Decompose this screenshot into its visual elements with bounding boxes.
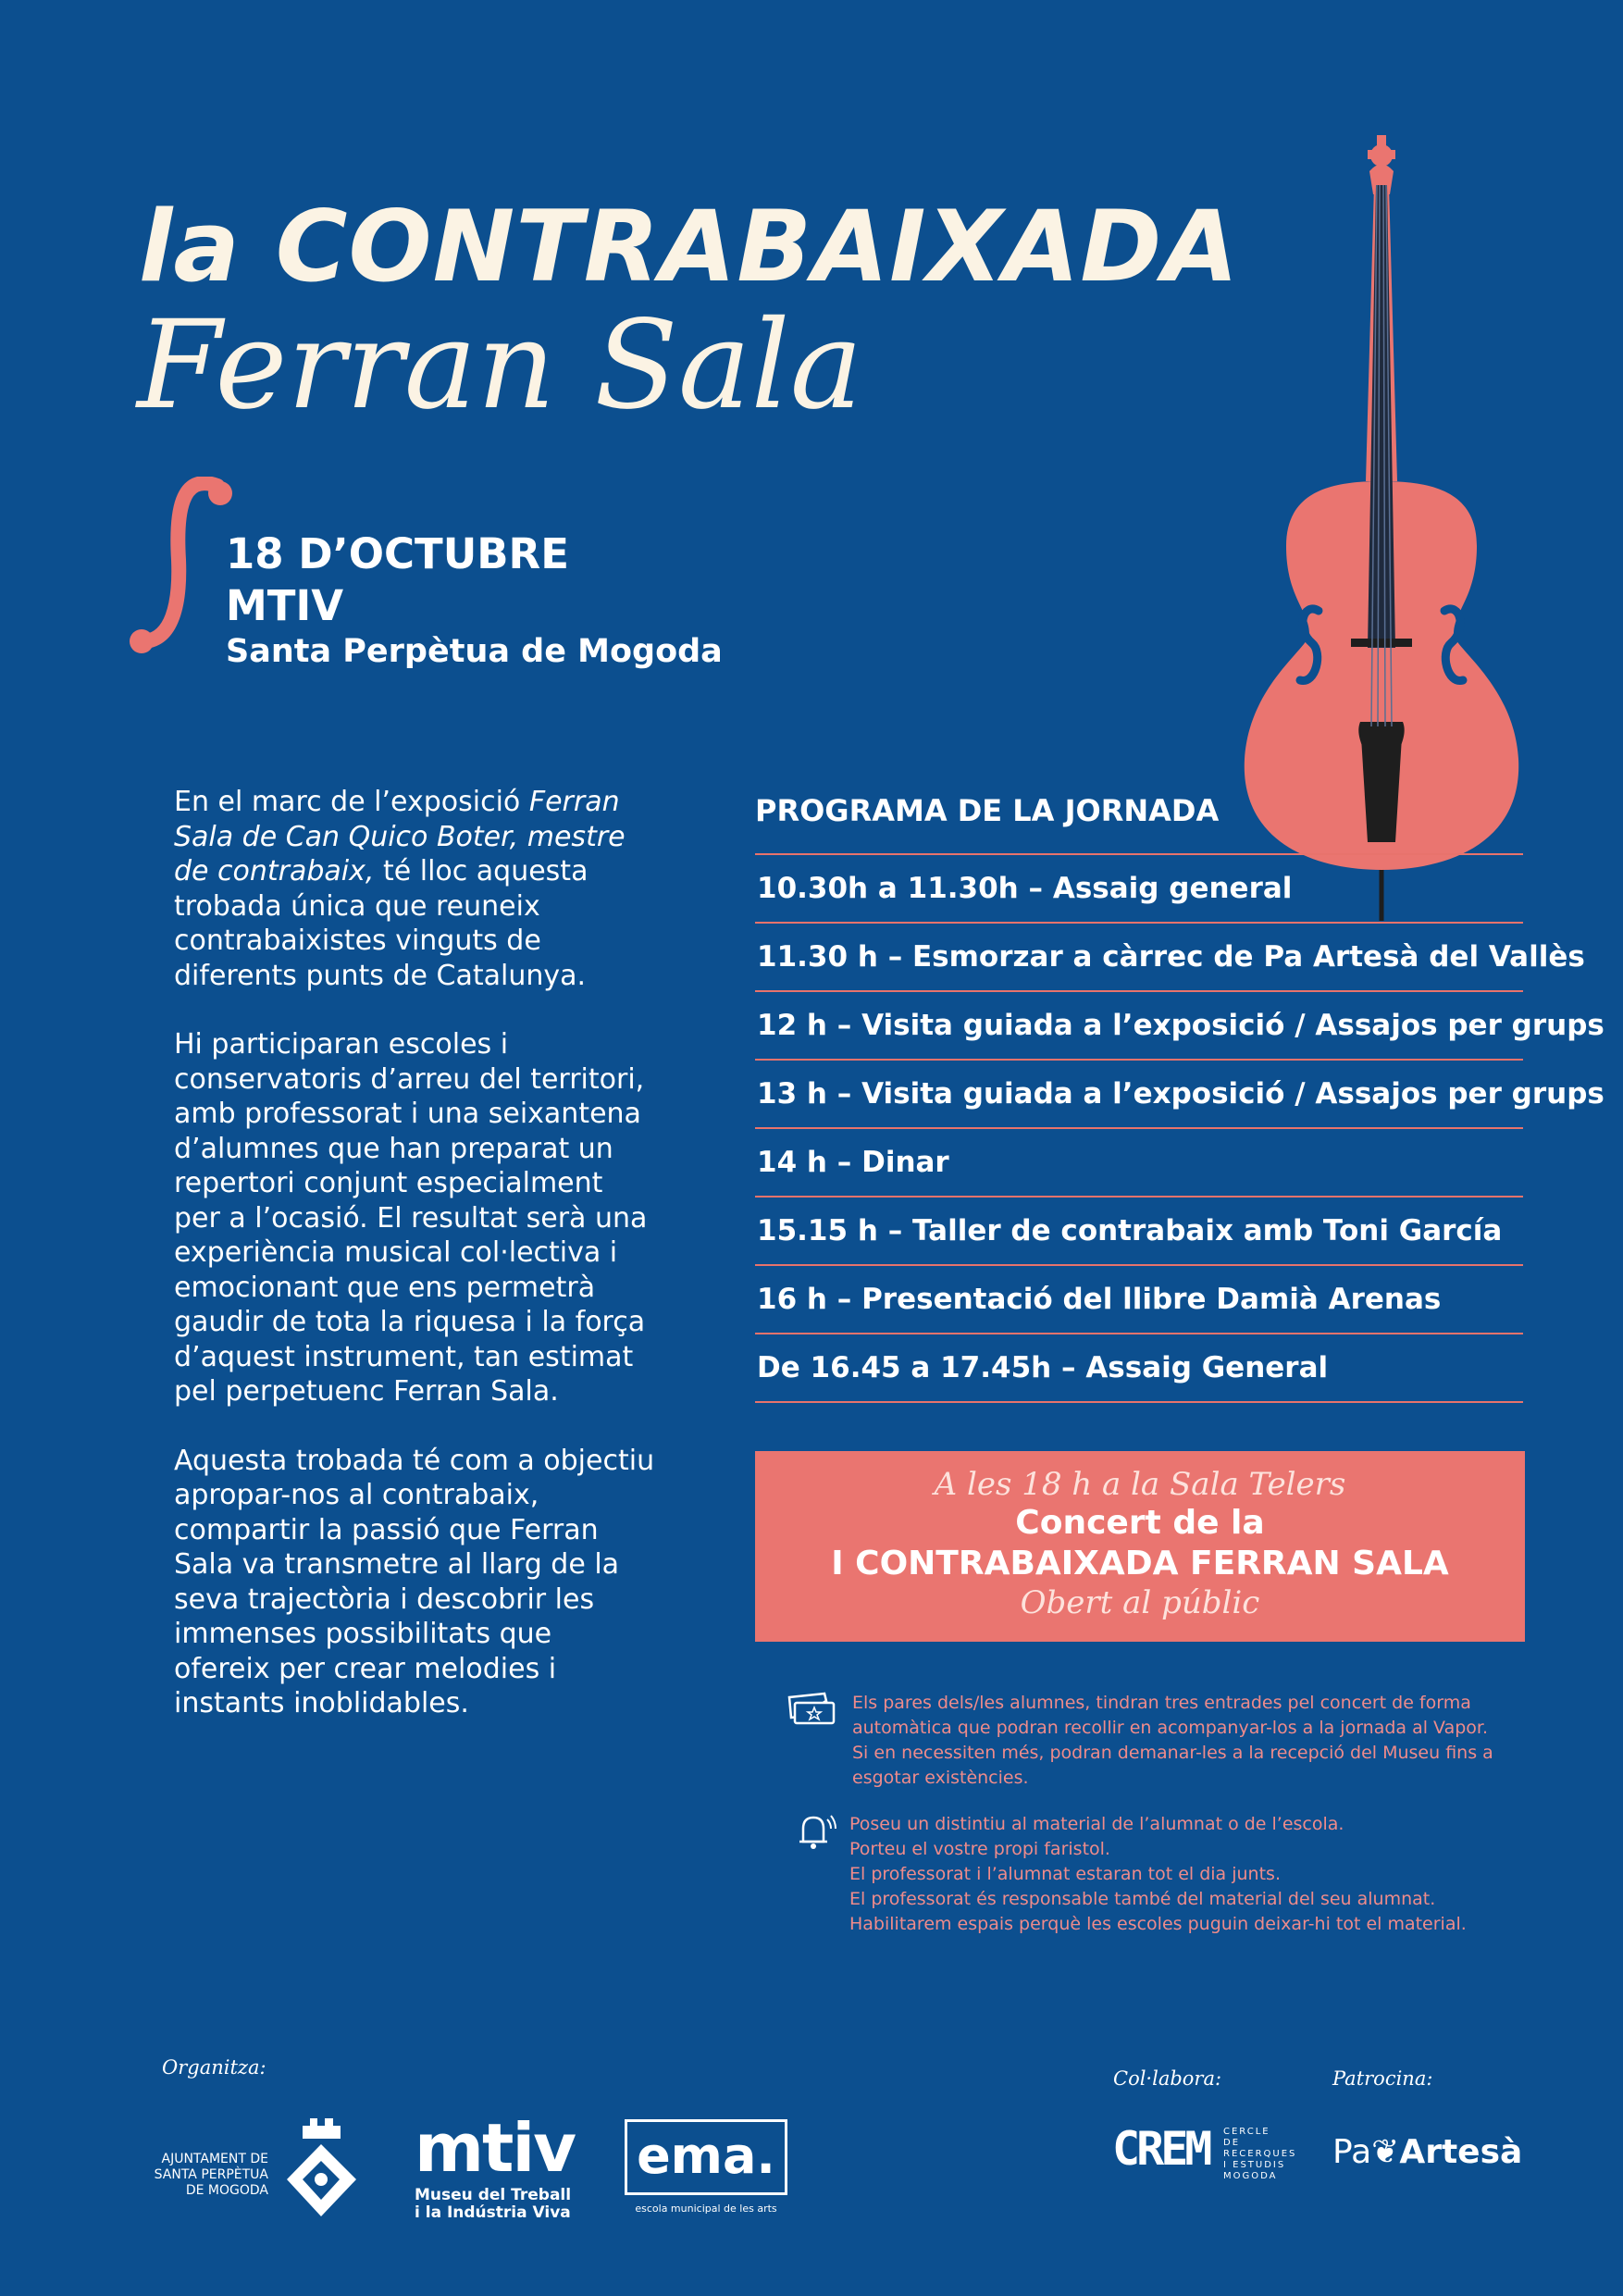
ticket-icon — [784, 1690, 837, 1729]
program-item: 14 h – Dinar — [755, 1129, 1523, 1198]
concert-title-line2: I CONTRABAIXADA FERRAN SALA — [831, 1545, 1449, 1582]
intro-paragraph-2: Hi participaran escoles i conservatoris d’arreu del territori, amb professorat i una seixantena d’alumnes que han preparat un repertori conjunt especialment per a l’ocasió. El resultat serà una experiència musical col·lectiva i emocionant que ens permetrà gaudir de tota la riquesa i la força d’aquest instrument, tan estimat pel perpetuenc Ferran Sala. — [174, 1028, 648, 1408]
concert-open-public: Obert al públic — [1020, 1584, 1260, 1621]
program-list — [755, 788, 1604, 1403]
ema-logo: ema. — [625, 2119, 787, 2195]
program-item: 16 h – Presentació del llibre Damià Arenas — [755, 1266, 1523, 1334]
tickets-note: Els pares dels/les alumnes, tindran tres entrades pel concert de forma automàtica que podran recollir en acompanyar-los a la jornada al Vapor. Si en necessiten més, podran demanar-les a la recepció del Museu fins a esgotar existències. — [852, 1693, 1493, 1788]
collabora-label: Col·labora: — [1113, 2067, 1222, 2090]
reminder-item: Habilitarem espais perquè les escoles puguin deixar-hi tot el material. — [849, 1914, 1467, 1934]
program-item: 10.30h a 11.30h – Assaig general — [755, 855, 1523, 924]
mtiv-logo-subtitle: Museu del Treball i la Indústria Viva — [415, 2186, 572, 2222]
ajuntament-shield-icon — [282, 2115, 361, 2221]
event-date: 18 D’OCTUBRE — [226, 529, 569, 578]
program-item: De 16.45 a 17.45h – Assaig General — [755, 1334, 1523, 1403]
program-item: 12 h – Visita guiada a l’exposició / Assajos per grups — [755, 992, 1523, 1061]
title: la CONTRABAIXADA — [139, 190, 1240, 304]
event-city: Santa Perpètua de Mogoda — [226, 633, 723, 670]
reminder-item: Poseu un distintiu al material de l’alumnat o de l’escola. — [849, 1814, 1344, 1834]
program-item: 11.30 h – Esmorzar a càrrec de Pa Artesà del Vallès — [755, 924, 1523, 992]
program-item: 13 h – Visita guiada a l’exposició / Assajos per grups — [755, 1061, 1523, 1129]
concert-title-line1: Concert de la — [1015, 1504, 1265, 1542]
crem-logo: CREM — [1112, 2122, 1209, 2176]
reminders-list — [849, 1812, 1516, 1937]
concert-location: A les 18 h a la Sala Telers — [934, 1466, 1346, 1503]
reminder-item: Porteu el vostre propi faristol. — [849, 1839, 1110, 1859]
patrocina-label: Patrocina: — [1332, 2067, 1433, 2090]
organitza-label: Organitza: — [162, 2056, 266, 2079]
program-title: PROGRAMA DE LA JORNADA — [755, 788, 1523, 855]
crem-logo-subtitle: CERCLE DE RECERQUES I ESTUDIS MOGODA — [1223, 2127, 1297, 2181]
mtiv-logo: mtiv — [415, 2109, 576, 2187]
subtitle: Ferran Sala — [137, 294, 863, 437]
concert-box — [755, 1451, 1525, 1642]
ema-logo-subtitle: escola municipal de les arts — [635, 2203, 777, 2215]
f-hole-icon — [125, 477, 236, 662]
pa-artesa-logo: Pa❦Artesà — [1332, 2133, 1523, 2171]
bell-icon — [794, 1810, 836, 1853]
reminder-item: El professorat i l’alumnat estaran tot el dia junts. — [849, 1864, 1281, 1884]
event-venue: MTIV — [226, 581, 344, 630]
intro-paragraph-1: En el marc de l’exposició Ferran Sala de Can Quico Boter, mestre de contrabaix, té lloc aquesta trobada única que reuneix contrabaixistes vinguts de diferents punts de Catalunya. — [174, 786, 626, 992]
program-item: 15.15 h – Taller de contrabaix amb Toni García — [755, 1198, 1523, 1266]
ajuntament-logo-text: AJUNTAMENT DE SANTA PERPÈTUA DE MOGODA — [154, 2152, 268, 2198]
intro-paragraph-3: Aquesta trobada té com a objectiu apropar-nos al contrabaix, compartir la passió que Ferran Sala va transmetre al llarg de la seva trajectòria i descobrir les immenses possibilitats que ofereix per crear melodies i instants inoblidables. — [174, 1444, 655, 1719]
reminder-item: El professorat és responsable també del material del seu alumnat. — [849, 1889, 1436, 1909]
intro-text — [174, 785, 655, 1756]
